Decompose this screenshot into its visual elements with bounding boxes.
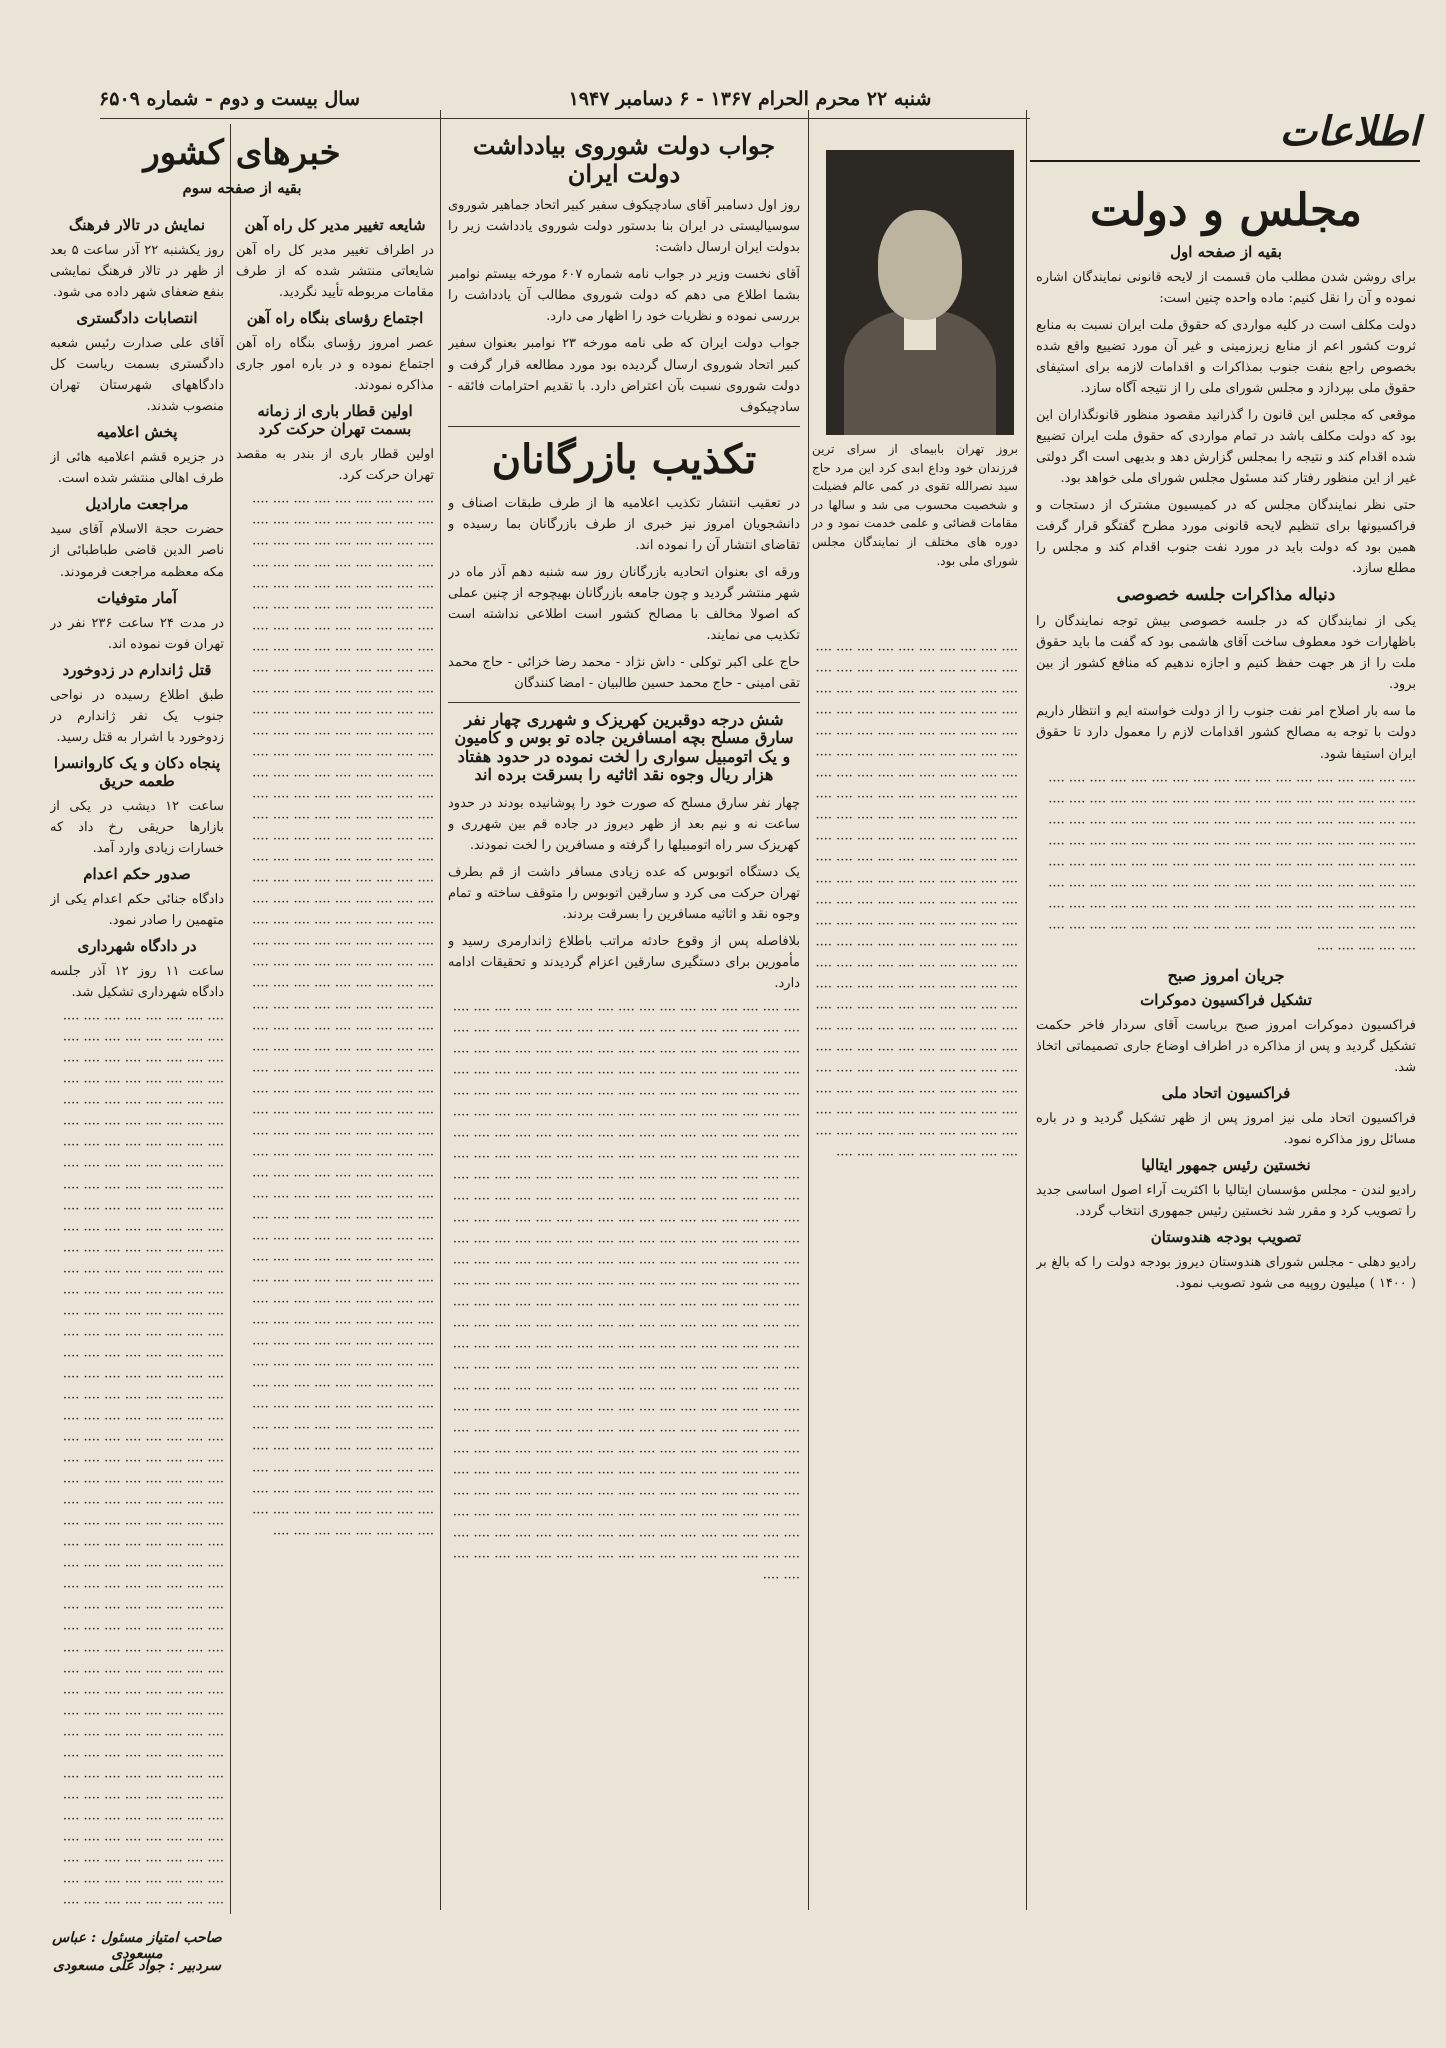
paragraph: در تعقیب انتشار تکذیب اعلامیه ها از طرف طبقات اصناف و دانشجویان امروز نیز خبری از طرف بازرگانان بما رسیده و تقاضای انتشار آن را نموده اند. bbox=[448, 495, 800, 553]
paragraph: طبق اطلاع رسیده در نواحی جنوب یک نفر ژاندارم در زدوخورد با اشرار به قتل رسید. bbox=[50, 687, 224, 745]
news-title: جریان امروز صبح bbox=[1167, 966, 1285, 985]
paragraph: آقای نخست وزیر در جواب نامه شماره ۶۰۷ مورخه بیستم نوامبر بشما اطلاع می دهم که دولت شوروی مطالب آن یادداشت را بررسی نموده و نظریات خود را اظهار می دارد. bbox=[448, 267, 800, 325]
photo-column-filler: ···· ···· ···· ···· ···· ···· ···· ···· ···· ···· ···· ···· ···· ···· ···· ···· ···· ···· ···· ···· ···· ···· ···· ···· ···· ···· ···· ···· ···· ···· ···· ···· ···· ···· ···· ···· ···· ···· ···· ···· ···· ···· ···· ···· ···· ···· ···· ···· ···· ···· ···· ···· ···· ···· ···· ···· ···· ···· ···· ···· ···· ···· ···· ···· ···· ···· ···· ···· ···· ···· ···· ···· ···· ···· ···· ···· ···· ···· ···· ···· ···· ···· ···· ···· ···· ···· ···· ···· ···· ···· ···· ···· ···· ···· ···· ···· ···· ···· ···· ···· ···· ···· ···· ···· ···· ···· ···· ···· ···· ···· ···· ···· ···· ···· ···· ···· ···· ···· ···· ···· ···· ···· ···· ···· ···· ···· ···· ···· ···· ···· ···· ···· ···· ···· ···· ···· ···· ···· ···· ···· ···· ···· ···· ···· ···· ···· ···· ···· ···· ···· ···· ···· ···· ···· ···· ···· ···· ···· ···· ···· ···· ···· ···· ···· ···· ···· ···· ···· ···· ···· ···· ···· ···· ···· ···· ···· ···· ···· ···· ···· ···· ···· ···· ···· ···· ···· ···· ···· ···· ···· ···· ···· ···· ···· ···· ···· ···· ···· ···· ···· ···· ···· ···· ···· ···· ···· ···· ···· ···· ···· ···· ···· ···· ···· ···· ···· ···· ···· ···· ···· ···· ···· ···· ···· ···· ···· ···· ···· ···· ···· ···· ···· ···· ···· ···· ···· ···· ···· ···· ···· ···· ···· ···· ···· ···· ···· ···· ···· ···· bbox=[815, 643, 1018, 1164]
section-title: قتل ژاندارم در زدوخورد bbox=[62, 660, 212, 679]
section-title: صدور حکم اعدام bbox=[83, 864, 191, 883]
faction-title: فراکسیون اتحاد ملی bbox=[1161, 1084, 1291, 1103]
section-title: در دادگاه شهرداری bbox=[77, 937, 197, 956]
paragraph: ساعت ۱۱ روز ۱۲ آذر جلسه دادگاه شهرداری تشکیل شد. bbox=[50, 964, 224, 1001]
president-title: نخستین رئیس جمهور ایتالیا bbox=[1141, 1156, 1311, 1175]
paragraph: حضرت حجة الاسلام آقای سید ناصر الدین قاضی طباطبائی از مکه معظمه مراجعت فرمودند. bbox=[50, 522, 224, 580]
paragraph: بلافاصله پس از وقوع حادثه مراتب باطلاع ژاندارمری رسید و مأمورین برای دستگیری سارقین اعزام گردیدند و تحقیقات ادامه دارد. bbox=[448, 933, 800, 992]
headline-majlis: مجلس و دولت bbox=[1090, 185, 1362, 236]
column-text-filler: ···· ···· ···· ···· ···· ···· ···· ···· ···· ···· ···· ···· ···· ···· ···· ···· ···· ···· ···· ···· ···· ···· ···· ···· ···· ···· ···· ···· ···· ···· ···· ···· ···· ···· ···· ···· ···· ···· ···· ···· ···· ···· ···· ···· ···· ···· ···· ···· ···· ···· ···· ···· ···· ···· ···· ···· ···· ···· ···· ···· ···· ···· ···· ···· ···· ···· ···· ···· ···· ···· ···· ···· ···· ···· ···· ···· ···· ···· ···· ···· ···· ···· ···· ···· ···· ···· ···· ···· ···· ···· ···· ···· ···· ···· ···· ···· ···· ···· ···· ···· ···· ···· ···· ···· ···· ···· ···· ···· ···· ···· ···· ···· ···· ···· ···· ···· ···· ···· ···· ···· ···· ···· ···· ···· ···· ···· ···· ···· ···· ···· ···· ···· ···· ···· ···· ···· ···· ···· ···· ···· ···· ···· ···· ···· ···· ···· ···· ···· ···· ···· ···· ···· ···· ···· ···· ···· ···· ···· ···· ···· ···· ···· ···· ···· ···· ···· ···· ···· ···· ···· ···· ···· ···· ···· ···· ···· ···· ···· ···· ···· ···· ···· ···· ···· ···· ···· ···· ···· ···· ···· ···· ···· ···· ···· ···· ···· ···· ···· ···· ···· ···· ···· ···· ···· ···· ···· ···· ···· ···· ···· ···· ···· ···· ···· ···· ···· ···· ···· ···· ···· ···· ···· ···· ···· ···· ···· ···· ···· ···· ···· ···· ···· ···· ···· ···· ···· ···· ···· ···· ···· ···· ···· ···· ···· ···· ···· ···· ···· ···· ···· ···· ···· ···· ···· ···· ···· ···· ···· ···· ···· ···· ···· ···· ···· ···· ···· ···· ···· ···· ···· ···· ···· ···· ···· ···· ···· ···· ···· ···· ···· ···· ···· ···· ···· ···· ···· ···· ···· ···· ···· ···· ···· ···· ···· ···· ···· ···· ···· ···· ···· ···· ···· ···· ···· ···· ···· ···· ···· ···· ···· ···· ···· ···· ···· ···· ···· ···· ···· ···· ···· ···· ···· ···· ···· ···· ···· ···· ···· ···· ···· ···· ···· ···· ···· ···· ···· ···· ···· ···· ···· ···· ···· ···· ···· ···· ···· ···· ···· ···· ···· ···· ···· ···· ···· ···· ···· ···· ···· ···· ···· ···· ···· ···· ···· ···· ···· ···· ···· ···· ···· ···· ···· ···· ···· ···· ···· ···· ···· ···· ···· ···· ···· ···· ···· ···· ···· ···· ···· ···· ···· ···· ···· ···· ···· ···· ···· ···· ···· ···· ···· ···· ···· ···· ···· ···· ···· ···· ···· ···· ···· ···· ···· ···· ···· ···· ···· ···· ···· ···· ···· ···· ···· ···· ···· ···· ···· ···· ···· ···· ···· ···· ···· ···· ···· ···· ···· ···· ···· ···· ···· ···· ···· ···· ···· ···· ···· ···· ···· ···· bbox=[252, 495, 434, 1542]
paragraph: دادگاه جنائی حکم اعدام یکی از متهمین را صادر نمود. bbox=[50, 891, 224, 928]
budget-title: تصویب بودجه هندوستان bbox=[1150, 1228, 1302, 1247]
news-subtitle: تشکیل فراکسیون دموکرات bbox=[1140, 991, 1312, 1009]
subhead-continued: بقیه از صفحه اول bbox=[1170, 242, 1282, 261]
headline-country-news: خبرهای کشور bbox=[143, 133, 341, 173]
paragraph: روز اول دسامبر آقای سادچیکوف سفیر کبیر اتحاد جماهیر شوروی سوسیالیستی در ایران بنا بدستور دولت شوروی یادداشت زیر را بدولت ایران ارسال داشت: bbox=[448, 198, 800, 256]
section-title: آمار متوفیات bbox=[97, 588, 177, 607]
section-title: پخش اعلامیه bbox=[96, 423, 178, 442]
masthead bbox=[1030, 100, 1420, 170]
photo-caption: بروز تهران بابیمای از سرای ترین فرزندان خود وداع ابدی کرد این مرد حاج سید نصرالله تقوی در کمی عالم فضیلت و شخصیت محسوب می شد و سالها در مقامات قضائی و علمی خدمت نمود و در دوره های مختلف از نمایندگان مجلس شورای ملی بود. bbox=[812, 442, 1018, 568]
headline-soviet-reply: جواب دولت شوروی بیادداشت دولت ایران bbox=[472, 131, 776, 188]
section-title: اجتماع رؤسای بنگاه راه آهن bbox=[246, 309, 424, 328]
col-right bbox=[1036, 180, 1416, 1920]
paragraph: حتی نظر نمایندگان مجلس که در کمیسیون مشترک از دستجات و فراکسیونها برای تنظیم لایحه قانونی مورد مطرح گفتگو قرار گرفت همین بود که دولت باید در مورد نفت جنوب اقدام کند و مجلس را مطلع سازد. bbox=[1036, 498, 1416, 577]
subhead-continued: بقیه از صفحه سوم bbox=[182, 179, 302, 198]
column-text-filler: ···· ···· ···· ···· ···· ···· ···· ···· ···· ···· ···· ···· ···· ···· ···· ···· ···· ···· ···· ···· ···· ···· ···· ···· ···· ···· ···· ···· ···· ···· ···· ···· ···· ···· ···· ···· ···· ···· ···· ···· ···· ···· ···· ···· ···· ···· ···· ···· ···· ···· ···· ···· ···· ···· ···· ···· ···· ···· ···· ···· ···· ···· ···· ···· ···· ···· ···· ···· ···· ···· ···· ···· ···· ···· ···· ···· ···· ···· ···· ···· ···· ···· ···· ···· ···· ···· ···· ···· ···· ···· ···· ···· ···· ···· ···· ···· ···· ···· ···· ···· ···· ···· ···· ···· ···· ···· ···· ···· ···· ···· ···· ···· ···· ···· ···· ···· ···· ···· ···· ···· ···· ···· ···· ···· ···· ···· ···· ···· ···· ···· ···· ···· ···· ···· ···· ···· ···· ···· ···· ···· ···· ···· ···· ···· ···· ···· ···· ···· ···· ···· ···· ···· ···· ···· ···· ···· ···· ···· ···· ···· ···· ···· ···· ···· ···· ···· ···· ···· ···· ···· ···· ···· ···· ···· ···· ···· ···· ···· ···· ···· ···· ···· ···· ···· ···· ···· ···· ···· ···· ···· ···· ···· ···· ···· ···· ···· ···· ···· ···· ···· ···· ···· ···· ···· ···· ···· ···· ···· ···· ···· ···· ···· ···· ···· ···· ···· ···· ···· ···· ···· ···· ···· ···· ···· ···· ···· ···· ···· ···· ···· ···· ···· ···· ···· ···· ···· ···· ···· ···· ···· ···· ···· ···· ···· ···· ···· ···· ···· ···· ···· ···· ···· ···· ···· ···· ···· ···· ···· ···· ···· ···· ···· ···· ···· ···· ···· ···· ···· ···· ···· ···· ···· ···· ···· ···· ···· ···· ···· ···· ···· ···· ···· ···· ···· ···· ···· ···· ···· ···· ···· ···· ···· ···· ···· ···· ···· ···· ···· ···· ···· ···· ···· ···· ···· ···· ···· ···· ···· ···· ···· ···· ···· ···· ···· ···· ···· ···· ···· ···· ···· ···· ···· ···· ···· ···· ···· ···· ···· ···· ···· ···· ···· ···· ···· ···· ···· ···· ···· ···· ···· ···· ···· ···· ···· bbox=[62, 1012, 224, 1910]
paragraph: اولین قطار باری از بندر به مقصد تهران حرکت کرد. bbox=[236, 447, 434, 484]
paragraph: جواب دولت ایران که طی نامه مورخه ۲۳ نوامبر بعنوان سفیر کبیر اتحاد شوروی ارسال گردیده بود مورد مطالعه قرار گرفت و دولت شوروی نسبت بآن اعتراض دارد. با تقدیم احترامات فائقه - سادچیکوف bbox=[448, 336, 800, 415]
portrait-photo bbox=[826, 150, 1014, 435]
masthead-logo: اطلاعات bbox=[1279, 108, 1420, 155]
header-date: شنبه ۲۲ محرم الحرام ۱۳۶۷ - ۶ دسامبر ۱۹۴۷ bbox=[568, 88, 932, 110]
paragraph: حاج علی اکبر توکلی - داش نژاد - محمد رضا خزائی - حاج محمد تقی امینی - حاج محمد حسین طالبیان - امضا کنندگان bbox=[448, 654, 800, 692]
column-text-filler: ···· ···· ···· ···· ···· ···· ···· ···· ···· ···· ···· ···· ···· ···· ···· ···· ···· ···· ···· ···· ···· ···· ···· ···· ···· ···· ···· ···· ···· ···· ···· ···· ···· ···· ···· ···· ···· ···· ···· ···· ···· ···· ···· ···· ···· ···· ···· ···· ···· ···· ···· ···· ···· ···· ···· ···· ···· ···· ···· ···· ···· ···· ···· ···· ···· ···· ···· ···· ···· ···· ···· ···· ···· ···· ···· ···· ···· ···· ···· ···· ···· ···· ···· ···· ···· ···· ···· ···· ···· ···· ···· ···· ···· ···· ···· ···· ···· ···· ···· ···· ···· ···· ···· ···· ···· ···· ···· ···· ···· ···· ···· ···· ···· ···· ···· ···· ···· ···· ···· ···· ···· ···· ···· ···· ···· ···· ···· ···· ···· ···· ···· ···· ···· ···· ···· ···· ···· ···· ···· ···· ···· ···· ···· ···· ···· ···· ···· ···· ···· bbox=[1048, 773, 1416, 957]
paragraph: ما سه بار اصلاح امر نفت جنوب را از دولت خواسته ایم و انتظار داریم دولت با توجه به مصالح کشور اقدامات لازم را معمول دارد تا حقوق ایران استیفا شود. bbox=[1036, 704, 1416, 762]
paragraph: روز یکشنبه ۲۲ آذر ساعت ۵ بعد از ظهر در تالار فرهنگ نمایشی بنفع ضعفای شهر داده می شود. bbox=[50, 243, 224, 301]
paragraph: دولت مکلف است در کلیه مواردی که حقوق ملت ایران نسبت به منابع ثروت کشور اعم از منابع زیرزمینی و غیر آن مورد تضییع واقع شده بخصوص راجع بنفت جنوب بمذاکرات و اقدامات لازمه برای استیفای حقوق ملی بپردازد و مجلس شورای ملی را از نتیجه آگاه سازد. bbox=[1036, 317, 1416, 396]
section-title: پنجاه دکان و یک کاروانسرا طعمه حریق bbox=[53, 753, 221, 790]
section-title: مراجعت مارادیل bbox=[85, 495, 189, 514]
headline-robbery: شش درجه دوقبرین کهریزک و شهرری چهار نفر سارق مسلح بچه امسافرین جاده تو بوس و کامیون و یک اتومبیل سواری را لخت نموده در حدود هفتاد هزار ریال وجوه نقد اثاثیه را بسرقت برده اند bbox=[454, 710, 794, 785]
signature-editor: سردبیر : جواد علی مسعودی bbox=[52, 1958, 222, 1974]
paragraph: ساعت ۱۲ دیشب در یکی از بازارها حریقی رخ داد که خسارات زیادی وارد آمد. bbox=[50, 798, 224, 856]
paragraph: در اطراف تغییر مدیر کل راه آهن شایعاتی منتشر شده که از طرف مقامات مربوطه تأیید نگردید. bbox=[236, 243, 434, 301]
col-center bbox=[448, 128, 800, 1918]
col-left-a bbox=[236, 210, 434, 1910]
section-title: انتصابات دادگستری bbox=[76, 309, 198, 328]
paragraph: چهار نفر سارق مسلح که صورت خود را پوشانیده بودند در حدود ساعت نه و نیم بعد از ظهر دیروز در جاده قم بین شهرری و کهریزک سر راه اتومبیلها را گرفته و مسافرین را لخت نمودند. bbox=[448, 795, 800, 853]
paragraph: ورقه ای بعنوان اتحادیه بازرگانان روز سه شنبه دهم آذر ماه در شهر منتشر گردید و چون جامعه بازرگانان بهیچوجه از چنین عملی که اصولا مخالف با مصالح کشور است اطلاعی نداشته است تکذیب می نمایند. bbox=[448, 564, 800, 643]
paragraph: فراکسیون اتحاد ملی نیز امروز پس از ظهر تشکیل گردید و در باره مسائل روز مذاکره نمود. bbox=[1036, 1111, 1416, 1148]
paragraph: برای روشن شدن مطلب مان قسمت از لایحه قانونی نمایندگان اشاره نموده و آن را نقل کنیم: ماده واحده چنین است: bbox=[1036, 269, 1416, 306]
col-left-b bbox=[50, 210, 224, 1910]
paragraph: موقعی که مجلس این قانون را گذرانید مقصود منظور قانونگذاران این بود که دولت مکلف باشد در تمام مواردی که حقوق ملت ایران تضییع شده اقدام کند و نتیجه را بمجلس گزارش دهد و بدیهی است اگر دولتی غیر از این منظور رفتار کند مسئول مجلس شورای ملی خواهد بود. bbox=[1036, 407, 1416, 487]
paragraph: رادیو دهلی - مجلس شورای هندوستان دیروز بودجه دولت را که بالغ بر ( ۱۴۰۰ ) میلیون روپیه می شود تصویب نمود. bbox=[1036, 1255, 1416, 1292]
signature-publisher: صاحب امتیاز مسئول : عباس مسعودی bbox=[52, 1930, 222, 1962]
header-issue: سال بیست و دوم - شماره ۶۵۰۹ bbox=[99, 88, 360, 110]
headline-merchants-denial: تکذیب بازرگانان bbox=[491, 435, 757, 483]
paragraph: فراکسیون دموکرات امروز صبح بریاست آقای سردار فاخر حکمت تشکیل گردید و پس از مذاکره در اطراف اوضاع جاری تصمیماتی اتخاذ شد. bbox=[1036, 1018, 1416, 1076]
paragraph: عصر امروز رؤسای بنگاه راه آهن اجتماع نموده و در باره امور جاری مذاکره نمودند. bbox=[236, 336, 434, 394]
section-title: شایعه تغییر مدیر کل راه آهن bbox=[244, 216, 426, 234]
paragraph: آقای علی صدارت رئیس شعبه دادگستری بسمت ریاست کل دادگاههای شهرستان تهران منصوب شدند. bbox=[50, 336, 224, 415]
paragraph: رادیو لندن - مجلس مؤسسان ایتالیا با اکثریت آراء اصول اساسی جدید را تصویب کرد و مقرر شد نخستین رئیس جمهوری انتخاب گردد. bbox=[1036, 1183, 1416, 1220]
section-title: دنباله مذاکرات جلسه خصوصی bbox=[1116, 585, 1336, 606]
section-title: اولین قطار باری از زمانه بسمت تهران حرکت کرد bbox=[257, 402, 413, 439]
section-title: نمایش در تالار فرهنگ bbox=[68, 216, 206, 234]
paragraph: یکی از نمایندگان که در جلسه خصوصی بیش توجه نمایندگان را باظهارات خود معطوف ساخت آقای هاشمی بود که گفت ما باید حقوق ملت را از هر جهت حفظ کنیم و اجازه ندهیم که منافع کشور از بین برود. bbox=[1036, 614, 1416, 693]
paragraph: در مدت ۲۴ ساعت ۲۳۶ نفر در تهران فوت نموده اند. bbox=[50, 615, 224, 652]
paragraph: یک دستگاه اتوبوس که عده زیادی مسافر داشت از قم بطرف تهران حرکت می کرد و سارقین اتوبوس را متوقف ساخته و تمام وجوه نقد و اثاثیه مسافرین را بسرقت بردند. bbox=[448, 864, 800, 922]
column-text-filler: ···· ···· ···· ···· ···· ···· ···· ···· ···· ···· ···· ···· ···· ···· ···· ···· ···· ···· ···· ···· ···· ···· ···· ···· ···· ···· ···· ···· ···· ···· ···· ···· ···· ···· ···· ···· ···· ···· ···· ···· ···· ···· ···· ···· ···· ···· ···· ···· ···· ···· ···· ···· ···· ···· ···· ···· ···· ···· ···· ···· ···· ···· ···· ···· ···· ···· ···· ···· ···· ···· ···· ···· ···· ···· ···· ···· ···· ···· ···· ···· ···· ···· ···· ···· ···· ···· ···· ···· ···· ···· ···· ···· ···· ···· ···· ···· ···· ···· ···· ···· ···· ···· ···· ···· ···· ···· ···· ···· ···· ···· ···· ···· ···· ···· ···· ···· ···· ···· ···· ···· ···· ···· ···· ···· ···· ···· ···· ···· ···· ···· ···· ···· ···· ···· ···· ···· ···· ···· ···· ···· ···· ···· ···· ···· ···· ···· ···· ···· ···· ···· ···· ···· ···· ···· ···· ···· ···· ···· ···· ···· ···· ···· ···· ···· ···· ···· ···· ···· ···· ···· ···· ···· ···· ···· ···· ···· ···· ···· ···· ···· ···· ···· ···· ···· ···· ···· ···· ···· ···· ···· ···· ···· ···· ···· ···· ···· ···· ···· ···· ···· ···· ···· ···· ···· ···· ···· ···· ···· ···· ···· ···· ···· ···· ···· ···· ···· ···· ···· ···· ···· ···· ···· ···· ···· ···· ···· ···· ···· ···· ···· ···· ···· ···· ···· ···· ···· ···· ···· ···· ···· ···· ···· ···· ···· ···· ···· ···· ···· ···· ···· ···· ···· ···· ···· ···· ···· ···· ···· ···· ···· ···· ···· ···· ···· ···· ···· ···· ···· ···· ···· ···· ···· ···· ···· ···· ···· ···· ···· ···· ···· ···· ···· ···· ···· ···· ···· ···· ···· ···· ···· ···· ···· ···· ···· ···· ···· ···· ···· ···· ···· ···· ···· ···· ···· ···· ···· ···· ···· ···· ···· ···· ···· ···· ···· ···· ···· ···· ···· ···· ···· ···· ···· ···· ···· ···· ···· ···· ···· ···· ···· ···· ···· ···· ···· ···· ···· ···· ···· ···· ···· ···· ···· ···· ···· ···· ···· ···· ···· ···· ···· ···· ···· ···· ···· ···· ···· ···· ···· ···· ···· ···· ···· ···· ···· ···· ···· ···· ···· ···· ···· ···· ···· ···· ···· ···· ···· ···· ···· ···· ···· ···· ···· ···· ···· ···· ···· ···· ···· ···· ···· ···· ···· ···· ···· ···· ···· ···· ···· ···· ···· ···· ···· ···· ···· ···· ···· ···· ···· ···· ···· ···· ···· ···· ···· ···· ···· ···· ···· ···· ···· ···· ···· ···· ···· ···· ···· ···· ···· ···· ···· ···· ···· ···· ···· ···· ···· ···· ···· ···· ···· ···· ···· ···· ···· ···· ···· ···· ···· ···· ···· ···· ···· ···· ···· ···· ···· ···· ···· ···· ···· ···· bbox=[452, 1003, 800, 1587]
paragraph: در جزیره قشم اعلامیه هائی از طرف اهالی منتشر شده است. bbox=[50, 450, 224, 487]
